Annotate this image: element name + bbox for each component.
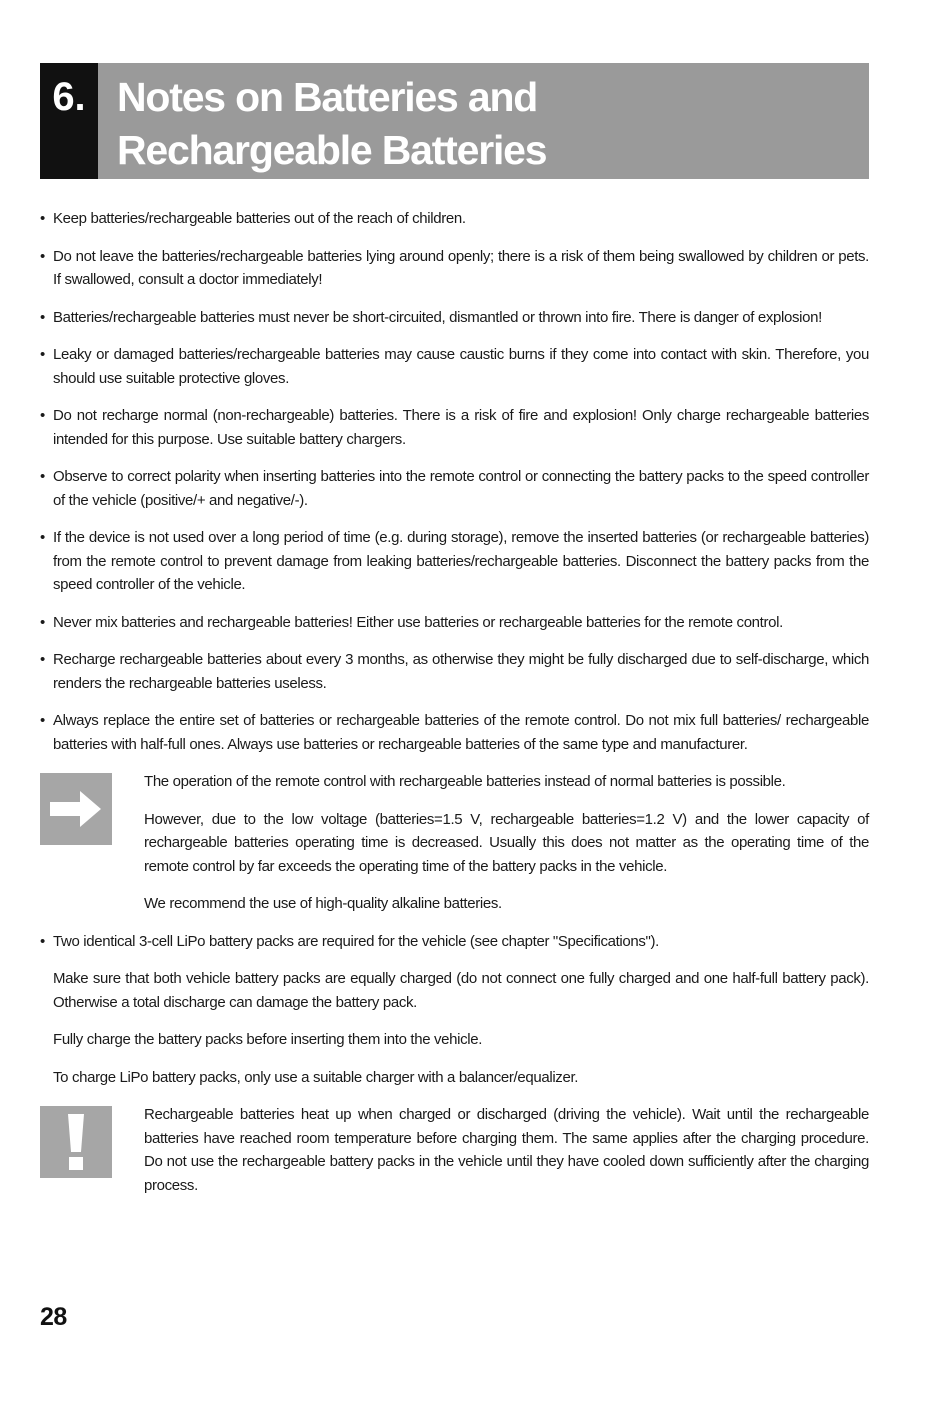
exclamation-icon: [40, 1106, 112, 1178]
bullet-dot: •: [40, 932, 45, 950]
info-note-paragraph: The operation of the remote control with rechargeable batteries instead of normal batteries is possible.: [144, 773, 786, 790]
section-number: 6.: [40, 63, 98, 179]
list-item-text: Always replace the entire set of batteries or rechargeable batteries of the remote control. Do not mix full batteries/ rechargeable batteries with half-full ones. Always use batteries or rechargeable batteries of the same type and manufacturer.: [53, 712, 869, 753]
list-item-text: Observe to correct polarity when inserting batteries into the remote control or connecting the battery packs to the speed controller of the vehicle (positive/+ and negative/-).: [53, 468, 869, 509]
list-item-text: Do not leave the batteries/rechargeable batteries lying around openly; there is a risk of them being swallowed by children or pets. If swallowed, consult a doctor immediately!: [53, 247, 869, 288]
warning-note: [40, 1103, 869, 1197]
info-note-paragraph: We recommend the use of high-quality alkaline batteries.: [144, 895, 502, 912]
list-item: [40, 465, 869, 512]
list-item: [40, 611, 869, 635]
list-item-text: Never mix batteries and rechargeable batteries! Either use batteries or rechargeable batteries for the remote control.: [53, 613, 783, 631]
section-title-line-2: Rechargeable Batteries: [117, 127, 547, 173]
arrow-right-icon: [40, 773, 112, 845]
list-item-text: Batteries/rechargeable batteries must never be short-circuited, dismantled or thrown into fire. There is danger of explosion!: [53, 308, 822, 326]
section-title-line-1: Notes on Batteries and: [117, 74, 538, 120]
page-number: 28: [40, 1303, 67, 1331]
lipo-paragraph: Fully charge the battery packs before inserting them into the vehicle.: [53, 1031, 483, 1048]
bullet-dot: •: [40, 247, 45, 265]
bullet-dot: •: [40, 346, 45, 363]
page-content: [40, 207, 869, 1211]
bullet-dot: •: [40, 407, 45, 424]
info-note-paragraph: However, due to the low voltage (batteries=1.5 V, rechargeable batteries=1.2 V) and the lower capacity of rechargeable batteries operating time is decreased. Usually this does not matter as the operating time of the remote control by far exceeds the operating time of the battery packs in the vehicle.: [144, 810, 869, 875]
list-item: [40, 526, 869, 597]
list-item: [40, 343, 869, 390]
list-item-text: Two identical 3-cell LiPo battery packs are required for the vehicle (see chapter "Specifications").: [53, 932, 659, 950]
bullet-dot: •: [40, 651, 45, 668]
list-item-text: Do not recharge normal (non-rechargeable) batteries. There is a risk of fire and explosion! Only charge rechargeable batteries intended for this purpose. Use suitable battery chargers.: [53, 407, 869, 448]
bullet-dot: •: [40, 529, 45, 546]
list-item: [40, 709, 869, 756]
section-title: [98, 63, 869, 179]
bullet-dot: •: [40, 308, 45, 326]
list-item: [40, 930, 869, 954]
list-item: [40, 404, 869, 451]
bullet-dot: •: [40, 210, 45, 227]
lipo-paragraph: To charge LiPo battery packs, only use a suitable charger with a balancer/equalizer.: [53, 1068, 579, 1086]
bullet-dot: •: [40, 712, 45, 729]
list-item: [40, 306, 869, 330]
list-item-text: Keep batteries/rechargeable batteries out of the reach of children.: [53, 210, 466, 227]
list-item-text: Leaky or damaged batteries/rechargeable batteries may cause caustic burns if they come into contact with skin. Therefore, you should use suitable protective gloves.: [53, 346, 869, 387]
lipo-paragraph: Make sure that both vehicle battery packs are equally charged (do not connect one fully charged and one half-full battery pack). Otherwise a total discharge can damage the battery pack.: [53, 970, 869, 1011]
list-item-text: Recharge rechargeable batteries about every 3 months, as otherwise they might be fully discharged due to self-discharge, which renders the rechargeable batteries useless.: [53, 651, 869, 692]
bullet-dot: •: [40, 613, 45, 631]
section-header: [40, 63, 869, 179]
warning-note-paragraph: Rechargeable batteries heat up when charged or discharged (driving the vehicle). Wait until the rechargeable batteries have reached room temperature before charging them. The same applies after the charging procedure. Do not use the rechargeable battery packs in the vehicle until they have cooled down sufficiently after the charging process.: [144, 1106, 869, 1194]
list-item: [40, 245, 869, 292]
list-item: [40, 207, 869, 231]
list-item: [40, 648, 869, 695]
info-note: [40, 770, 869, 916]
bullet-dot: •: [40, 468, 45, 485]
list-item-text: If the device is not used over a long period of time (e.g. during storage), remove the inserted batteries (or rechargeable batteries) from the remote control to prevent damage from leaking batteries/rechargeable batteries. Disconnect the battery packs from the speed controller of the vehicle.: [53, 529, 869, 593]
